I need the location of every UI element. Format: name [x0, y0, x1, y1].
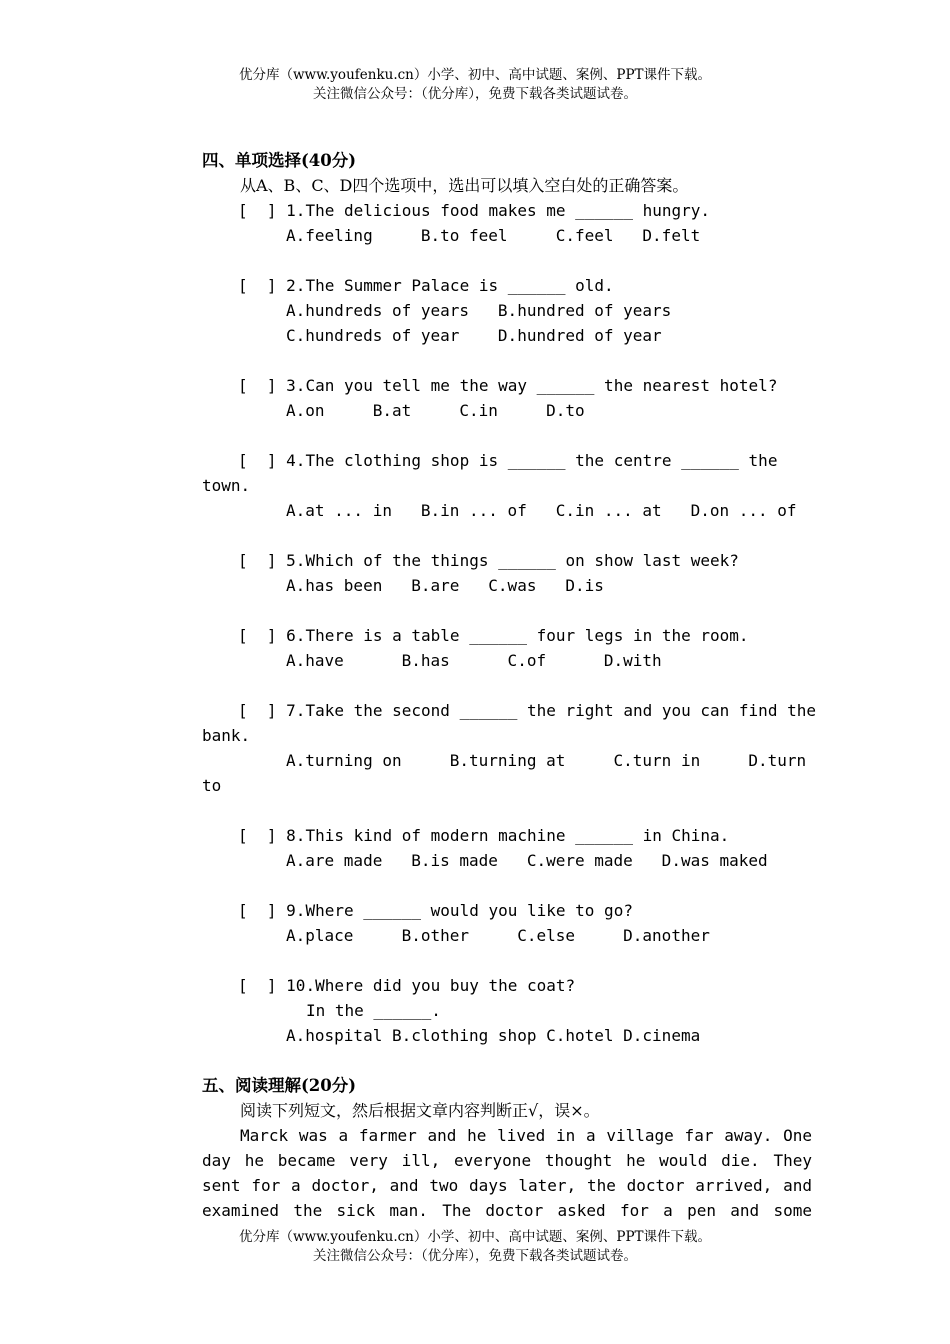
question-stem: 6.There is a table ______ four legs in the room. — [286, 626, 749, 645]
answer-bracket[interactable]: [ ] — [238, 376, 277, 395]
answer-bracket[interactable]: [ ] — [238, 976, 277, 995]
passage-line: examined the sick man. The doctor asked for a pen and some — [202, 1201, 812, 1220]
answer-bracket[interactable]: [ ] — [238, 701, 277, 720]
question-stem: 7.Take the second ______ the right and you can find the — [286, 701, 816, 720]
section-5-instruction: 阅读下列短文，然后根据文章内容判断正√，误×。 — [240, 1101, 600, 1120]
answer-bracket[interactable]: [ ] — [238, 276, 277, 295]
question-2 — [202, 273, 812, 298]
passage-line: day he became very ill, everyone thought he would die. They — [202, 1151, 812, 1170]
passage-line: sent for a doctor, and two days later, the doctor arrived, and — [202, 1176, 812, 1195]
question-3 — [202, 373, 812, 398]
footer-line-2: 关注微信公众号：（优分库），免费下载各类试题试卷。 — [313, 1248, 637, 1264]
passage-line: Marck was a farmer and he lived in a village far away. One — [240, 1126, 812, 1145]
question-stem: 1.The delicious food makes me ______ hungry. — [286, 201, 711, 220]
question-stem: 3.Can you tell me the way ______ the nearest hotel? — [286, 376, 778, 395]
question-stem: 10.Where did you buy the coat? — [286, 976, 576, 995]
section-5-title: 五、阅读理解(20分) — [202, 1076, 357, 1095]
question-options-continuation: to — [202, 776, 222, 795]
question-6 — [202, 623, 812, 648]
question-stem: 8.This kind of modern machine ______ in China. — [286, 826, 730, 845]
question-options: A.at ... in B.in ... of C.in ... at D.on ... of — [286, 501, 797, 520]
question-stem: 9.Where ______ would you like to go? — [286, 901, 633, 920]
question-stem: 5.Which of the things ______ on show last week? — [286, 551, 739, 570]
section-4-title: 四、单项选择(40分) — [202, 151, 357, 170]
question-4 — [202, 448, 812, 473]
page-header — [0, 66, 950, 104]
document-body — [202, 148, 816, 1223]
question-options: A.has been B.are C.was D.is — [286, 576, 604, 595]
page-footer — [0, 1228, 950, 1266]
answer-bracket[interactable]: [ ] — [238, 201, 277, 220]
question-stem: 4.The clothing shop is ______ the centre ______ the — [286, 451, 778, 470]
question-sub-stem: In the ______. — [306, 1001, 441, 1020]
header-line-1: 优分库（www.youfenku.cn）小学、初中、高中试题、案例、PPT课件下载。 — [238, 67, 712, 83]
header-line-2: 关注微信公众号：（优分库），免费下载各类试题试卷。 — [313, 86, 637, 102]
question-options: A.hospital B.clothing shop C.hotel D.cinema — [286, 1026, 701, 1045]
answer-bracket[interactable]: [ ] — [238, 826, 277, 845]
question-5 — [202, 548, 812, 573]
question-options: A.turning on B.turning at C.turn in D.turn — [286, 751, 807, 770]
footer-line-1: 优分库（www.youfenku.cn）小学、初中、高中试题、案例、PPT课件下载。 — [238, 1229, 712, 1245]
question-options: A.place B.other C.else D.another — [286, 926, 710, 945]
answer-bracket[interactable]: [ ] — [238, 626, 277, 645]
question-8 — [202, 823, 812, 848]
question-10 — [202, 973, 812, 998]
question-options: C.hundreds of year D.hundred of year — [286, 326, 662, 345]
question-options: A.feeling B.to feel C.feel D.felt — [286, 226, 701, 245]
question-7 — [202, 698, 816, 723]
question-1 — [202, 198, 812, 223]
section-4-instruction: 从A、B、C、D四个选项中，选出可以填入空白处的正确答案。 — [240, 176, 689, 195]
question-9 — [202, 898, 812, 923]
question-options: A.are made B.is made C.were made D.was maked — [286, 851, 768, 870]
answer-bracket[interactable]: [ ] — [238, 901, 277, 920]
answer-bracket[interactable]: [ ] — [238, 451, 277, 470]
question-options: A.on B.at C.in D.to — [286, 401, 585, 420]
question-stem-continuation: town. — [202, 476, 251, 495]
answer-bracket[interactable]: [ ] — [238, 551, 277, 570]
question-options: A.hundreds of years B.hundred of years — [286, 301, 672, 320]
question-stem-continuation: bank. — [202, 726, 251, 745]
question-stem: 2.The Summer Palace is ______ old. — [286, 276, 614, 295]
question-options: A.have B.has C.of D.with — [286, 651, 662, 670]
